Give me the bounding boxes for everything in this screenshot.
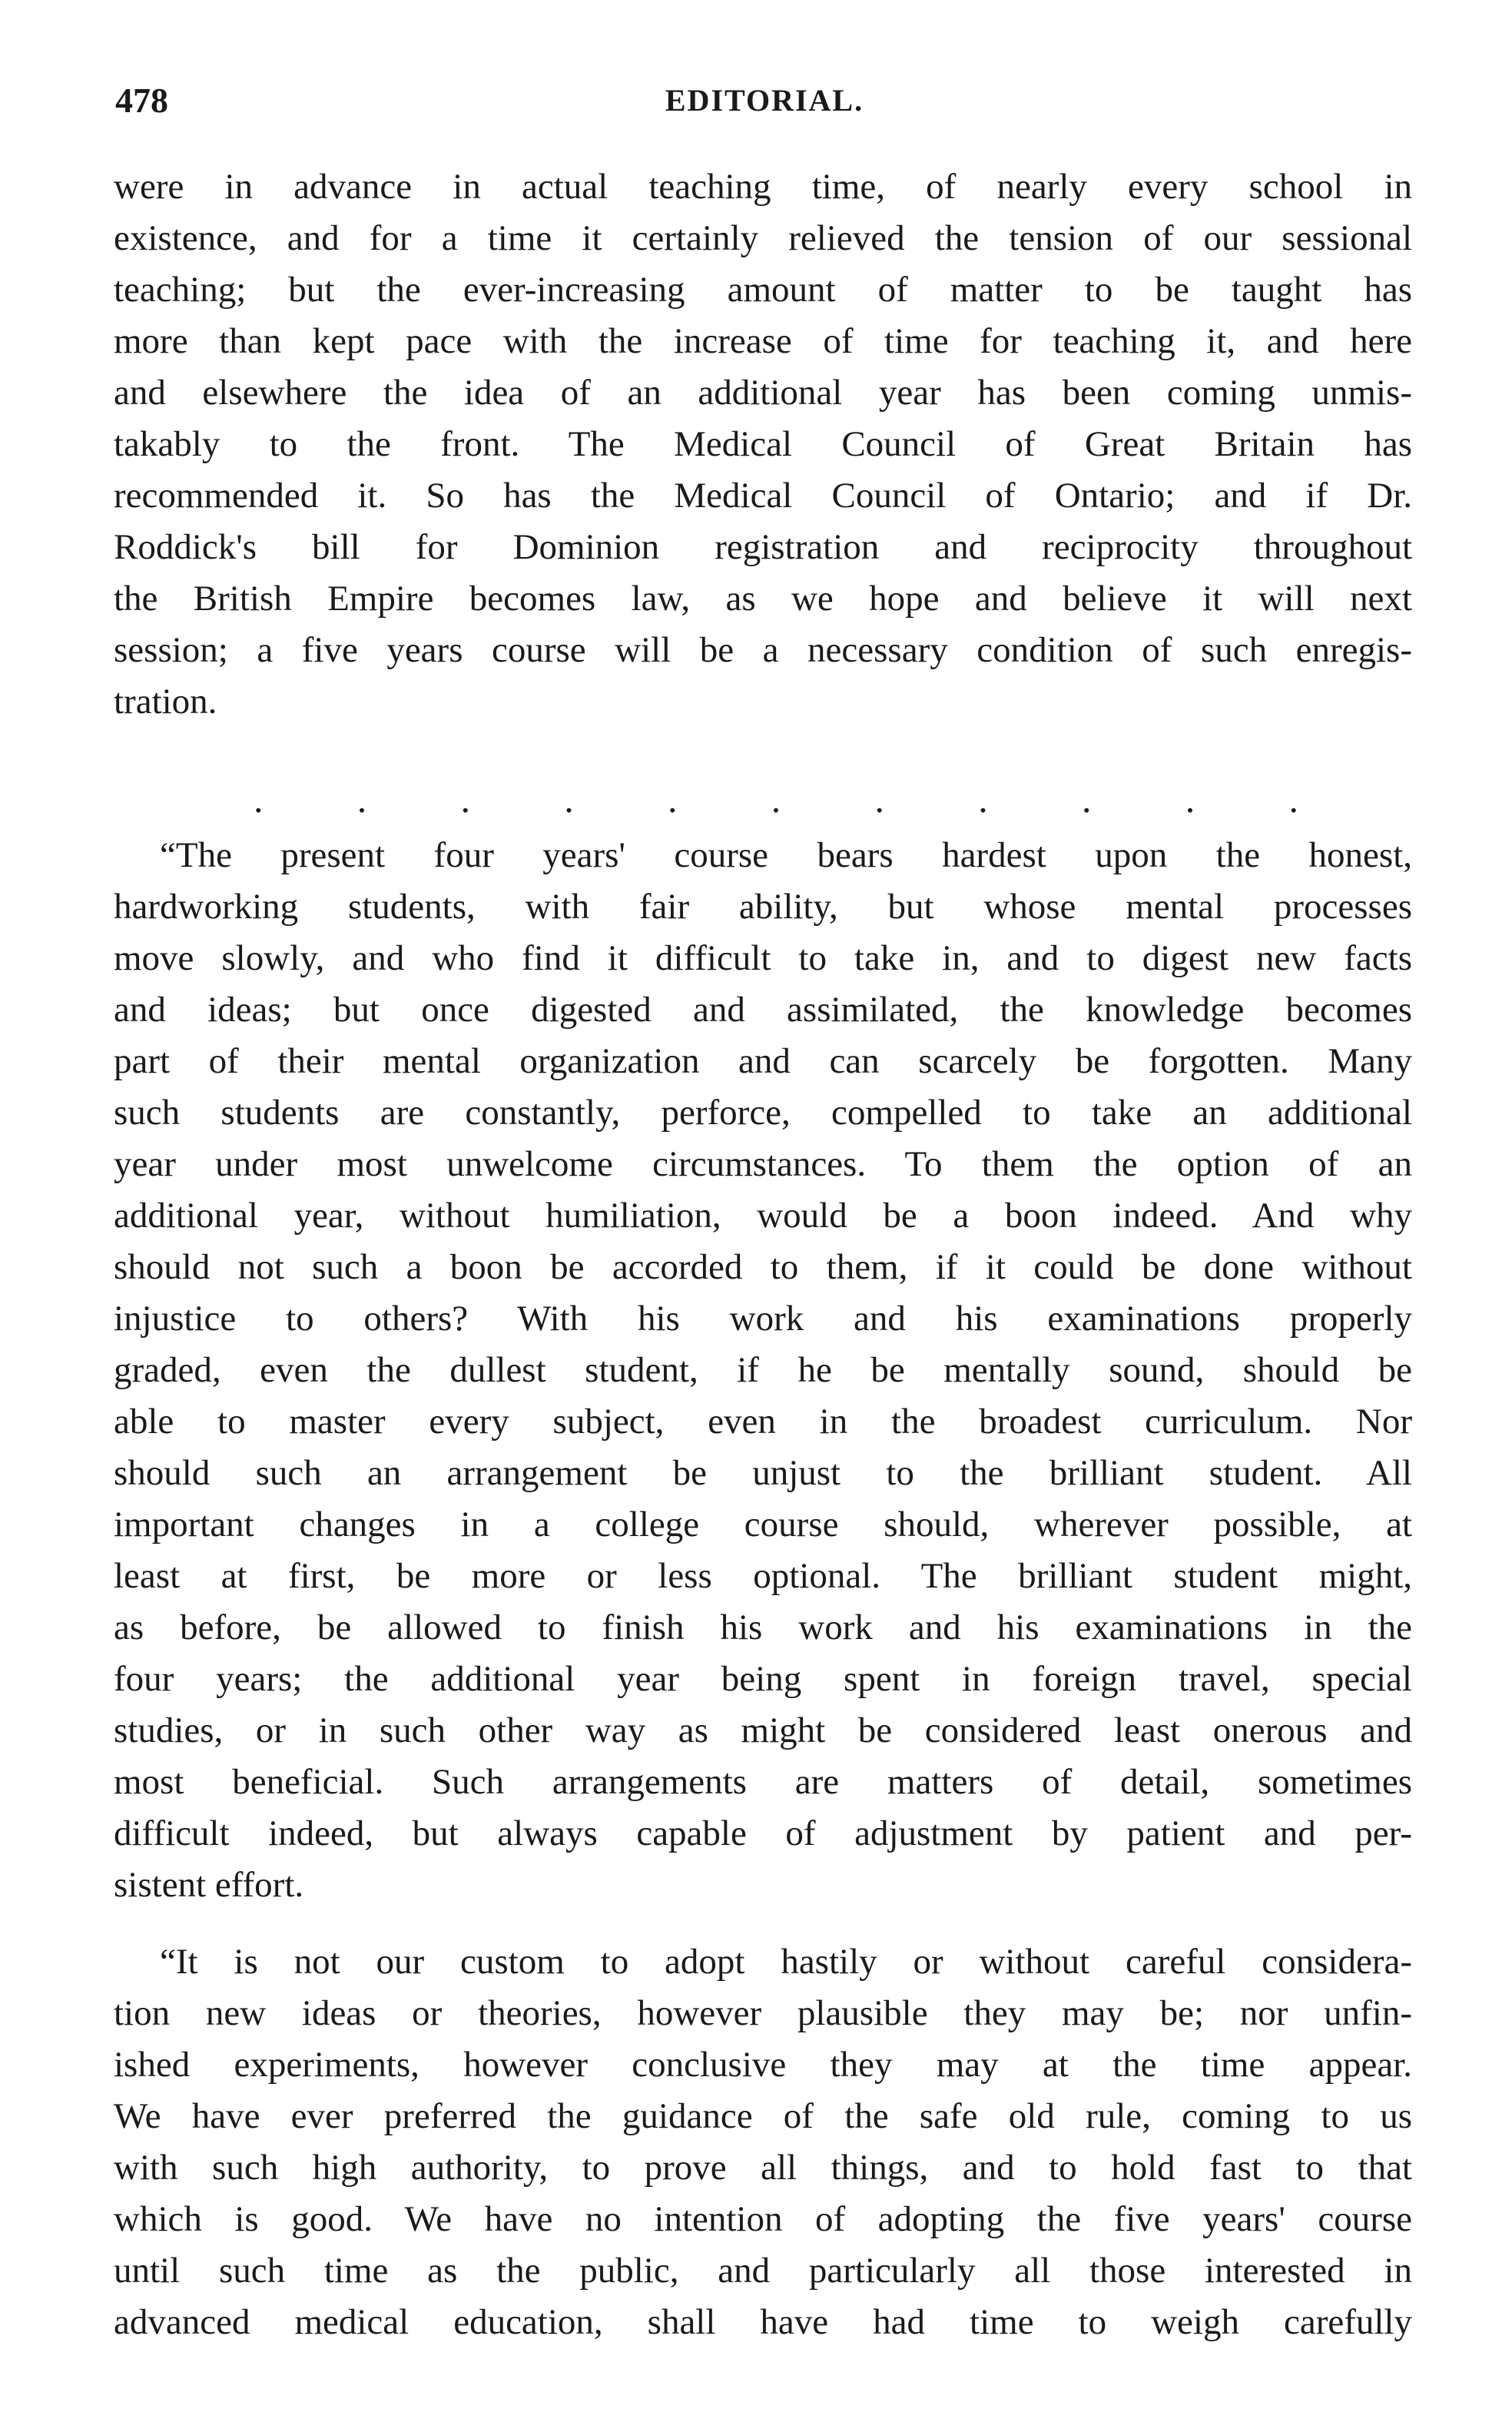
text-line: advanced medical education, shall have had time to weigh carefully [114,2302,1412,2342]
text-line: tion new ideas or theories, however plausible they may be; nor unfin- [114,1993,1412,2033]
text-line: move slowly, and who find it difficult to take in, and to digest new facts [114,938,1412,978]
ellipsis-dot: . [874,778,884,821]
text-line: teaching; but the ever-increasing amount of matter to be taught has [114,270,1412,310]
running-head: EDITORIAL. [665,83,864,118]
text-line: recommended it. So has the Medical Council of Ontario; and if Dr. [114,476,1412,516]
text-line: with such high authority, to prove all things, and to hold fast to that [114,2148,1412,2188]
text-line: sistent effort. [114,1865,304,1905]
text-line: most beneficial. Such arrangements are matters of detail, sometimes [114,1762,1412,1802]
page-number: 478 [115,81,168,120]
text-line: Roddick's bill for Dominion registration and reciprocity throughout [114,527,1412,567]
ellipsis-dot: . [1288,778,1298,821]
ellipsis-dot: . [1185,778,1195,821]
text-line: “It is not our custom to adopt hastily or without careful considera- [160,1942,1412,1982]
text-line: studies, or in such other way as might be considered least onerous and [114,1710,1412,1750]
text-line: existence, and for a time it certainly relieved the tension of our sessional [114,218,1412,258]
text-line: and ideas; but once digested and assimilated, the knowledge becomes [114,990,1412,1030]
text-line: least at first, be more or less optional. The brilliant student might, [114,1556,1412,1596]
text-line: injustice to others? With his work and his examinations properly [114,1299,1412,1339]
text-line: “The present four years' course bears hardest upon the honest, [160,835,1412,875]
text-line: part of their mental organization and can scarcely be forgotten. Many [114,1041,1412,1081]
text-line: We have ever preferred the guidance of the safe old rule, coming to us [114,2096,1412,2136]
text-line: such students are constantly, perforce, compelled to take an additional [114,1093,1412,1133]
ellipsis-dot: . [668,778,678,821]
text-line: difficult indeed, but always capable of adjustment by patient and per- [114,1813,1412,1853]
page-header [115,74,1414,128]
text-line: four years; the additional year being spent in foreign travel, special [114,1659,1412,1699]
paragraph-1 [114,161,1412,728]
ellipsis-dot: . [564,778,574,821]
text-line: additional year, without humiliation, would be a boon indeed. And why [114,1196,1412,1236]
paragraph-2 [114,830,1412,1911]
text-line: until such time as the public, and particularly all those interested in [114,2251,1412,2291]
text-line: year under most unwelcome circumstances. To them the option of an [114,1144,1412,1184]
text-line: ished experiments, however conclusive they may at the time appear. [114,2045,1412,2085]
text-line: more than kept pace with the increase of time for teaching it, and here [114,321,1412,361]
text-line: should such an arrangement be unjust to the brilliant student. All [114,1453,1412,1493]
text-line: were in advance in actual teaching time, of nearly every school in [114,167,1412,207]
text-line: hardworking students, with fair ability, but whose mental processes [114,887,1412,927]
paragraph-3 [114,1936,1412,2348]
text-line: tration. [114,682,217,722]
text-line: the British Empire becomes law, as we hope and believe it will next [114,579,1412,619]
text-line: as before, be allowed to finish his work and his examinations in the [114,1607,1412,1647]
text-line: graded, even the dullest student, if he be mentally sound, should be [114,1350,1412,1390]
text-line: able to master every subject, even in the broadest curriculum. Nor [114,1402,1412,1442]
text-line: which is good. We have no intention of adopting the five years' course [114,2199,1412,2239]
text-line: takably to the front. The Medical Council of Great Britain has [114,424,1412,464]
text-line: session; a five years course will be a necessary condition of such enregis- [114,630,1412,670]
ellipsis-dot: . [978,778,988,821]
ellipsis-separator [254,778,1298,821]
ellipsis-dot: . [254,778,264,821]
text-line: and elsewhere the idea of an additional year has been coming unmis- [114,373,1412,413]
ellipsis-dot: . [460,778,470,821]
ellipsis-dot: . [771,778,781,821]
text-line: important changes in a college course should, wherever possible, at [114,1505,1412,1544]
ellipsis-dot: . [356,778,367,821]
ellipsis-dot: . [1082,778,1092,821]
text-line: should not such a boon be accorded to them, if it could be done without [114,1247,1412,1287]
